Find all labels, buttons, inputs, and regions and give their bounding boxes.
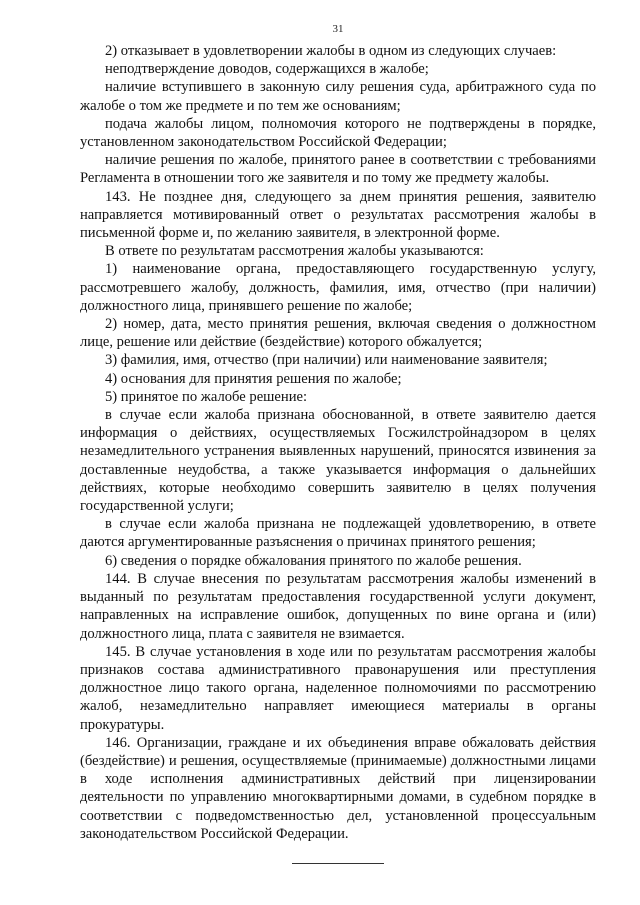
paragraph-refusal-intro: 2) отказывает в удовлетворении жалобы в одном из следующих случаев: [105,43,557,59]
closing-rule [292,863,384,864]
paragraph-answer-item-2: 2) номер, дата, место принятия решения, включая сведения о должностном лице, решение или действие (бездействие) которого обжалуется; [80,316,596,351]
paragraph-answer-item-6: 6) сведения о порядке обжалования принятого по жалобе решения. [105,552,522,569]
paragraph-justified-complaint: в случае если жалоба признана обоснованной, в ответе заявителю дается информация о действиях, осуществляемых Госжилстройнадзором в целях незамедлительного устранения выявленных нарушений, приносятся извинения за доставленные неудобства, а также указывается информация о дальнейших действиях, которые необходимо совершить заявителю в целях получения государственной услуги; [80,407,596,515]
paragraph-144: 144. В случае внесения по результатам рассмотрения жалобы изменений в выданный по результатам предоставления государственной услуги документ, направленных на исправление ошибок, допущенных по вине органа и (или) должностного лица, плата с заявителя не взимается. [80,570,596,642]
paragraph-answer-item-4: 4) основания для принятия решения по жалобе; [105,370,402,387]
paragraph-answer-item-5: 5) принятое по жалобе решение: [105,388,308,405]
document-page [80,22,596,864]
paragraph-rejected-complaint: в случае если жалоба признана не подлежащей удовлетворению, в ответе даются аргументированные разъяснения о причинах принятого решения; [80,516,596,551]
paragraph-answer-item-3: 3) фамилия, имя, отчество (при наличии) или наименование заявителя; [105,352,548,369]
paragraph-146: 146. Организации, граждане и их объединения вправе обжаловать действия (бездействие) и решения, осуществляемые (принимаемые) должностными лицами в ходе исполнения административных действий при лицензировании деятельности по управлению многоквартирными домами, в судебном порядке в соответствии с подведомственностью дел, установленной процессуальным законодательством Российской Федерации. [80,734,596,842]
paragraph-answer-contents-intro: В ответе по результатам рассмотрения жалобы указываются: [105,243,484,260]
paragraph-refusal-case-1: неподтверждение доводов, содержащихся в жалобе; [105,61,429,78]
paragraph-refusal-case-3: подача жалобы лицом, полномочия которого не подтверждены в порядке, установленном законодательством Российской Федерации; [80,115,596,151]
paragraph-answer-item-1: 1) наименование органа, предоставляющего государственную услугу, рассмотревшего жалобу, должность, фамилия, имя, отчество (при наличии) должностного лица, принявшего решение по жалобе; [80,261,596,314]
paragraph-refusal-case-2: наличие вступившего в законную силу решения суда, арбитражного суда по жалобе о том же предмете и по тем же основаниям; [80,79,596,114]
page-number: 31 [332,23,344,35]
paragraph-refusal-case-4: наличие решения по жалобе, принятого ранее в соответствии с требованиями Регламента в отношении того же заявителя и по тому же предмету жалобы. [80,152,596,187]
paragraph-143: 143. Не позднее дня, следующего за днем принятия решения, заявителю направляется мотивированный ответ о результатах рассмотрения жалобы в письменной форме и, по желанию заявителя, в электронной форме. [80,188,596,242]
paragraph-145: 145. В случае установления в ходе или по результатам рассмотрения жалобы признаков состава административного правонарушения или преступления должностное лицо такого органа, наделенное полномочиями по рассмотрению жалоб, незамедлительно направляет имеющиеся материалы в органы прокуратуры. [80,643,596,733]
